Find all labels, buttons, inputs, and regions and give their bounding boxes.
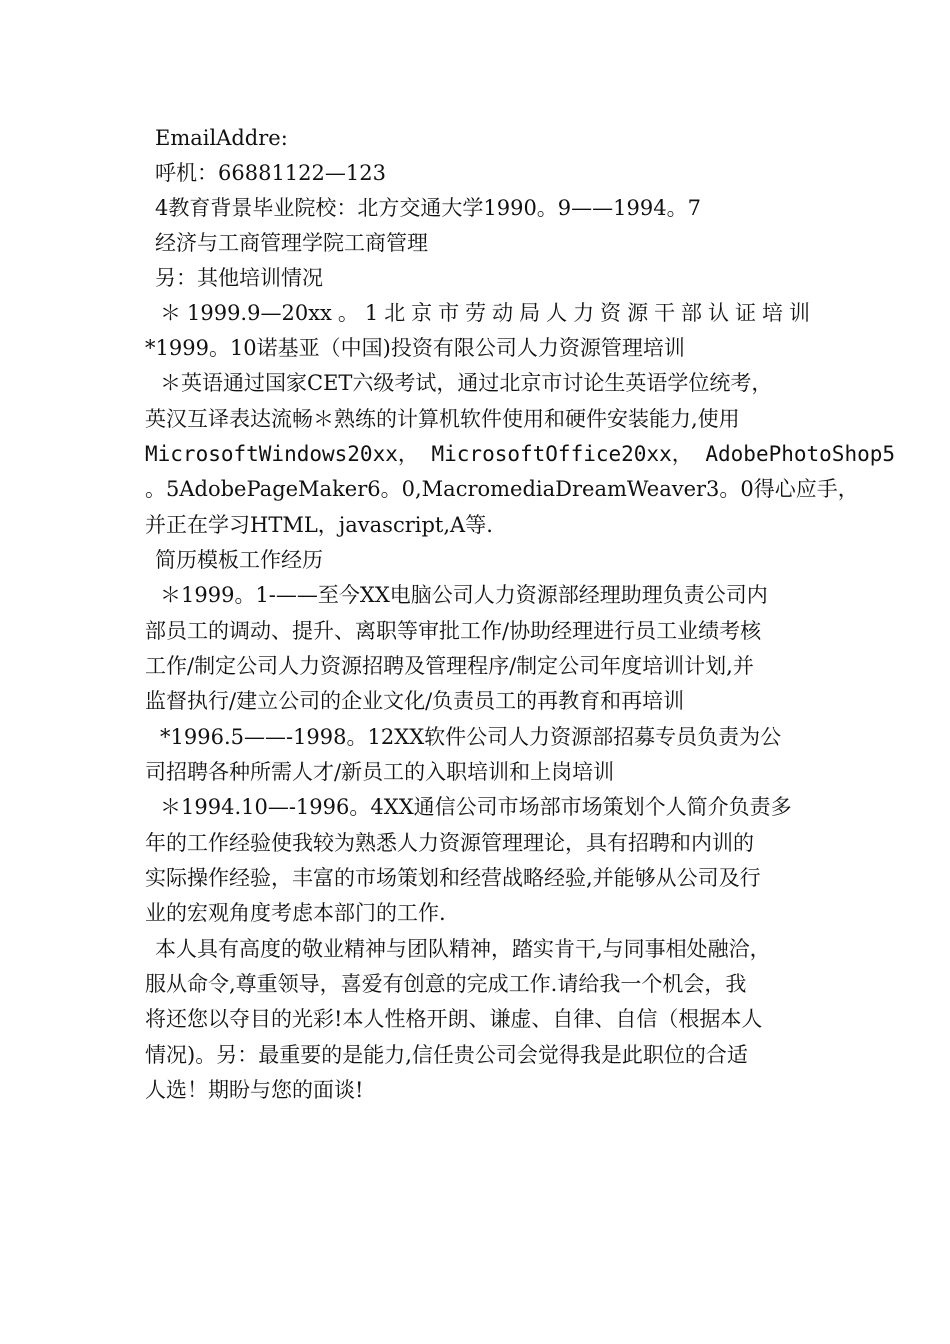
major-line: 经济与工商管理学院工商管理 bbox=[155, 231, 428, 255]
training-item-2: *1999。10诺基亚（中国)投资有限公司人力资源管理培训 bbox=[145, 336, 685, 360]
self-intro-line-4: 情况)。另：最重要的是能力,信任贵公司会觉得我是此职位的合适 bbox=[145, 1043, 748, 1067]
self-intro-line-5: 人选！期盼与您的面谈! bbox=[145, 1078, 364, 1102]
work-item-3-line-1: ＊1994.10—-1996。4XX通信公司市场部市场策划个人简介负责多 bbox=[160, 795, 792, 819]
skills-line-3: MicrosoftWindows20xx， MicrosoftOffice20xx， AdobePhotoShop5 bbox=[145, 442, 896, 466]
work-item-3-line-4: 业的宏观角度考虑本部门的工作. bbox=[145, 901, 446, 925]
self-intro-line-3: 将还您以夺目的光彩!本人性格开朗、谦虚、自律、自信（根据本人 bbox=[145, 1007, 763, 1031]
work-heading: 简历模板工作经历 bbox=[155, 548, 323, 572]
work-item-3-line-3: 实际操作经验，丰富的市场策划和经营战略经验,并能够从公司及行 bbox=[145, 866, 761, 890]
self-intro-line-2: 服从命令,尊重领导，喜爱有创意的完成工作.请给我一个机会，我 bbox=[145, 972, 747, 996]
work-item-2-line-1: *1996.5——-1998。12XX软件公司人力资源部招募专员负责为公 bbox=[160, 725, 782, 749]
skills-line-4: 。5AdobePageMaker6。0,MacromediaDreamWeaver3。0得心应手， bbox=[145, 477, 859, 501]
work-item-2-line-2: 司招聘各种所需人才/新员工的入职培训和上岗培训 bbox=[145, 760, 615, 784]
work-item-1-line-3: 工作/制定公司人力资源招聘及管理程序/制定公司年度培训计划,并 bbox=[145, 654, 754, 678]
work-item-3-line-2: 年的工作经验使我较为熟悉人力资源管理理论，具有招聘和内训的 bbox=[145, 831, 754, 855]
education-line: 4教育背景毕业院校：北方交通大学1990。9——1994。7 bbox=[155, 196, 701, 220]
pager-line: 呼机：66881122—123 bbox=[155, 161, 386, 185]
skills-line-1: ＊英语通过国家CET六级考试，通过北京市讨论生英语学位统考， bbox=[160, 371, 773, 395]
work-item-1-line-1: ＊1999。1-——至今XX电脑公司人力资源部经理助理负责公司内 bbox=[160, 583, 768, 607]
work-item-1-line-4: 监督执行/建立公司的企业文化/负责员工的再教育和再培训 bbox=[145, 689, 685, 713]
work-item-1-line-2: 部员工的调动、提升、离职等审批工作/协助经理进行员工业绩考核 bbox=[145, 619, 762, 643]
skills-line-2: 英汉互译表达流畅＊熟练的计算机软件使用和硬件安装能力,使用 bbox=[145, 407, 740, 431]
training-heading: 另：其他培训情况 bbox=[155, 266, 323, 290]
training-item-1: ＊1999.9—20xx。1北京市劳动局人力资源干部认证培训 bbox=[160, 301, 810, 325]
email-line: EmailAddre: bbox=[155, 126, 288, 150]
skills-line-5: 并正在学习HTML，javascript,A等. bbox=[145, 513, 493, 537]
self-intro-line-1: 本人具有高度的敬业精神与团队精神，踏实肯干,与同事相处融洽， bbox=[155, 937, 771, 961]
